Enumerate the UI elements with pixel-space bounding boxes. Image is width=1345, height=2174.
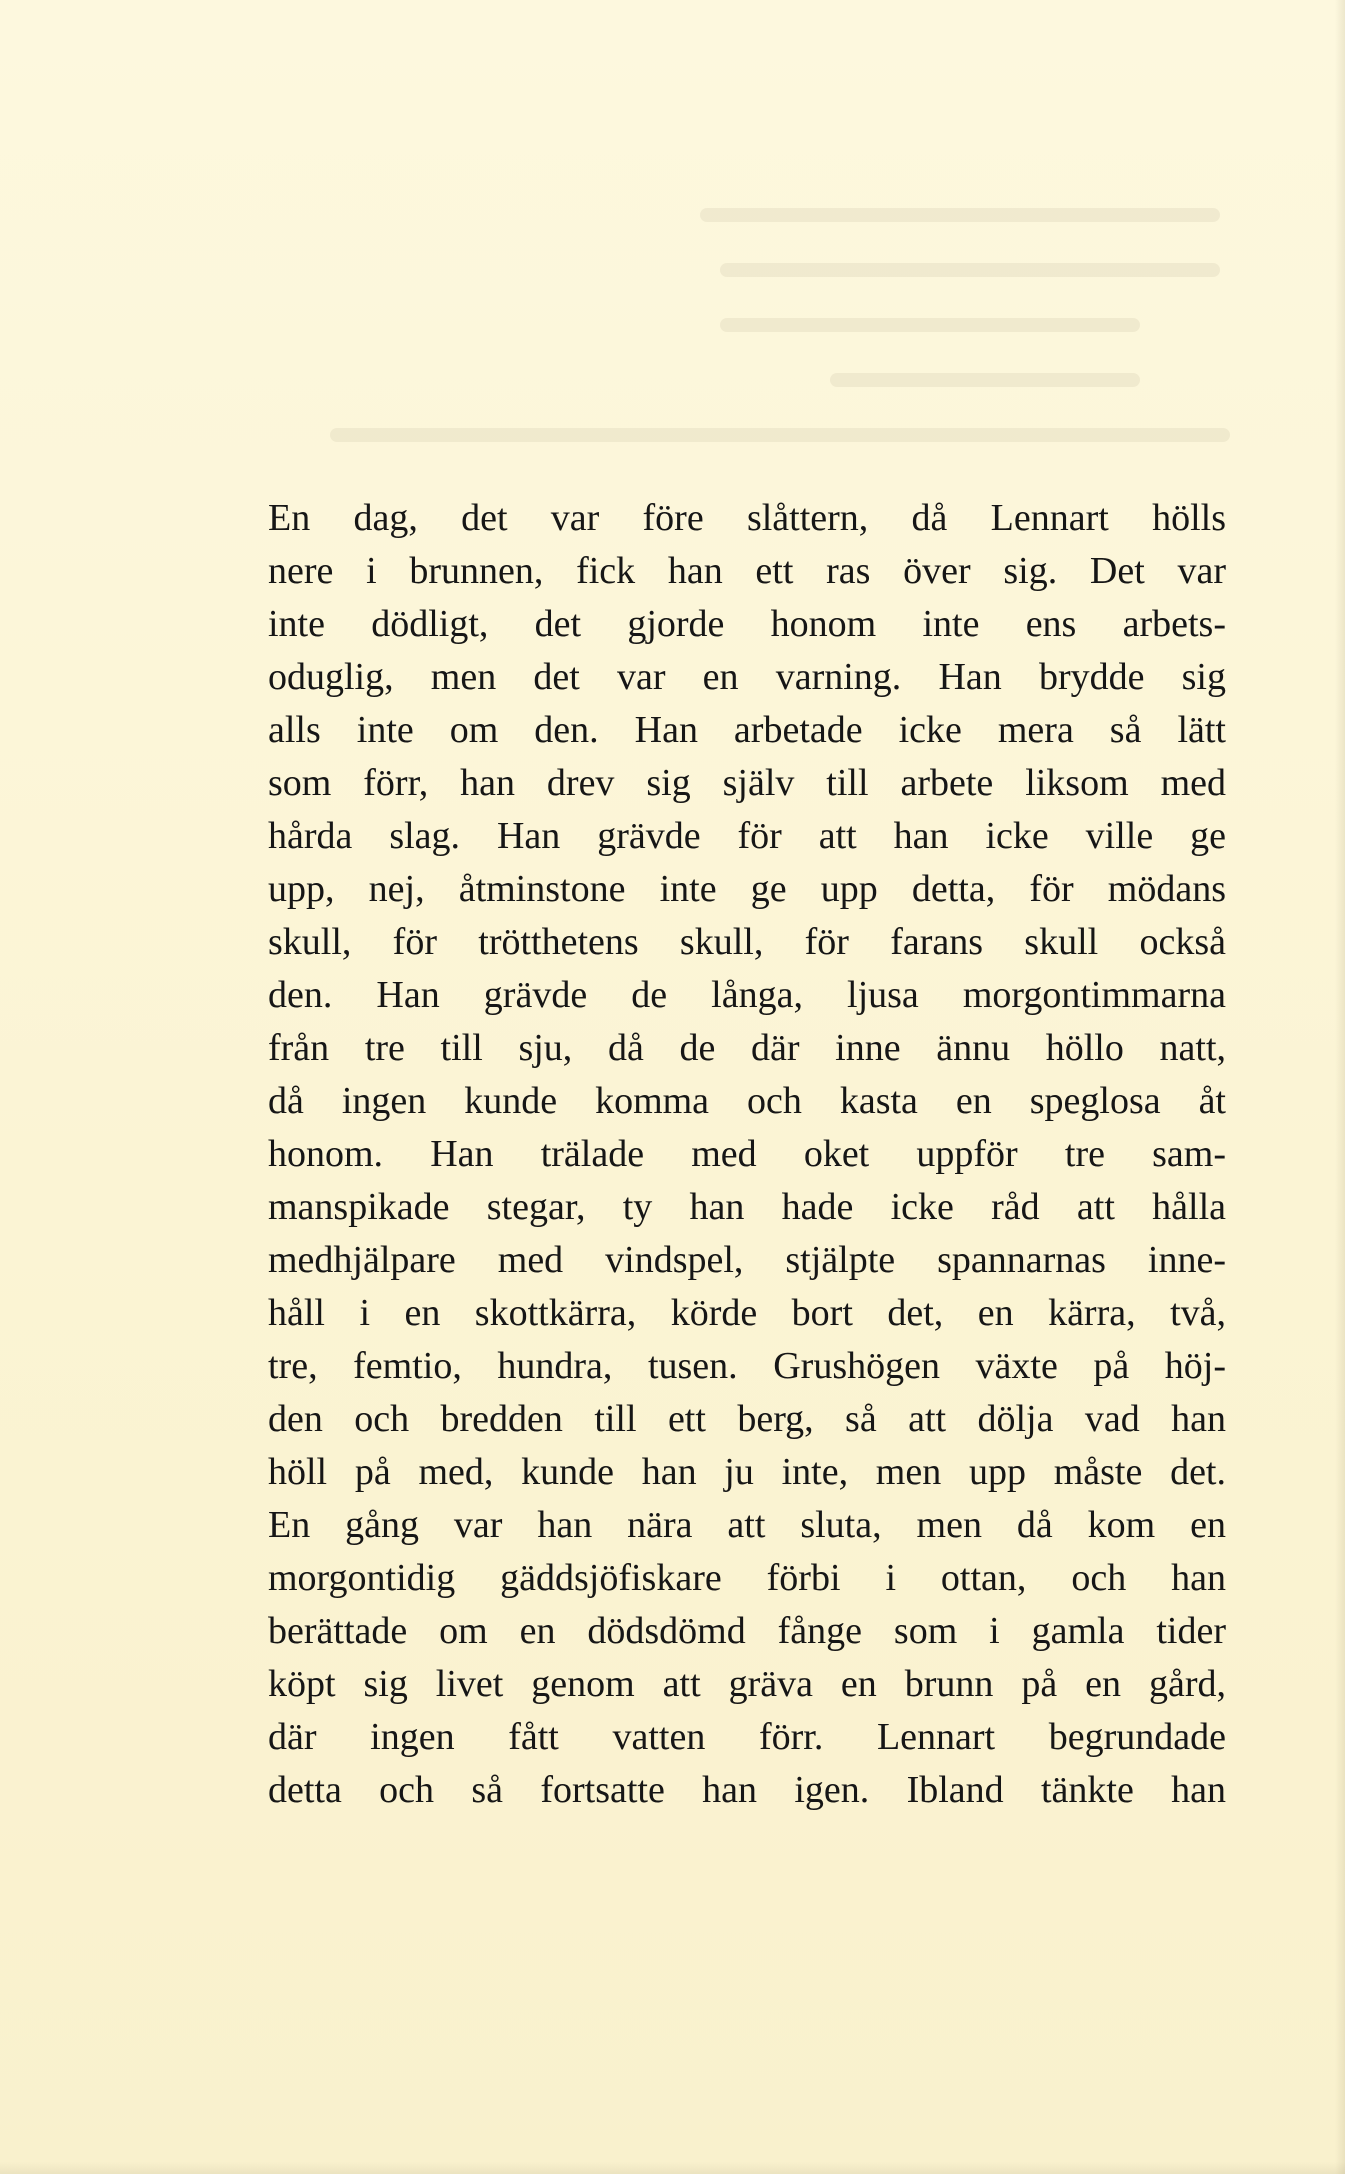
page-edge-shadow bbox=[1335, 0, 1345, 2174]
text-line: honom. Han trälade med oket uppför tre sam- bbox=[268, 1133, 1226, 1175]
text-line: inte dödligt, det gjorde honom inte ens arbets- bbox=[268, 603, 1226, 645]
text-line: upp, nej, åtminstone inte ge upp detta, för mödans bbox=[268, 868, 1226, 910]
text-line: där ingen fått vatten förr. Lennart begrundade bbox=[268, 1716, 1226, 1758]
body-text bbox=[268, 492, 1226, 1817]
text-line: tre, femtio, hundra, tusen. Grushögen växte på höj- bbox=[268, 1345, 1226, 1387]
text-line: morgontidig gäddsjöfiskare förbi i ottan, och han bbox=[268, 1557, 1226, 1599]
text-line: berättade om en dödsdömd fånge som i gamla tider bbox=[268, 1610, 1226, 1652]
text-line: nere i brunnen, fick han ett ras över sig. Det var bbox=[268, 550, 1226, 592]
text-line: En dag, det var före slåttern, då Lennart hölls bbox=[268, 497, 1226, 539]
text-line: den. Han grävde de långa, ljusa morgontimmarna bbox=[268, 974, 1226, 1016]
text-line: från tre till sju, då de där inne ännu höllo natt, bbox=[268, 1027, 1226, 1069]
text-line: detta och så fortsatte han igen. Ibland tänkte han bbox=[268, 1769, 1226, 1811]
text-line: hårda slag. Han grävde för att han icke ville ge bbox=[268, 815, 1226, 857]
text-line: skull, för trötthetens skull, för farans skull också bbox=[268, 921, 1226, 963]
text-line: manspikade stegar, ty han hade icke råd att hålla bbox=[268, 1186, 1226, 1228]
text-line: medhjälpare med vindspel, stjälpte spannarnas inne- bbox=[268, 1239, 1226, 1281]
text-line: En gång var han nära att sluta, men då kom en bbox=[268, 1504, 1226, 1546]
page-edge-shadow bbox=[0, 2162, 1345, 2174]
text-line: som förr, han drev sig själv till arbete liksom med bbox=[268, 762, 1226, 804]
text-line: alls inte om den. Han arbetade icke mera så lätt bbox=[268, 709, 1226, 751]
text-line: höll på med, kunde han ju inte, men upp måste det. bbox=[268, 1451, 1226, 1493]
text-line: håll i en skottkärra, körde bort det, en kärra, två, bbox=[268, 1292, 1226, 1334]
text-line: köpt sig livet genom att gräva en brunn på en gård, bbox=[268, 1663, 1226, 1705]
show-through-text bbox=[0, 200, 1345, 500]
text-line: då ingen kunde komma och kasta en speglosa åt bbox=[268, 1080, 1226, 1122]
text-line: oduglig, men det var en varning. Han brydde sig bbox=[268, 656, 1226, 698]
text-line: den och bredden till ett berg, så att dölja vad han bbox=[268, 1398, 1226, 1440]
